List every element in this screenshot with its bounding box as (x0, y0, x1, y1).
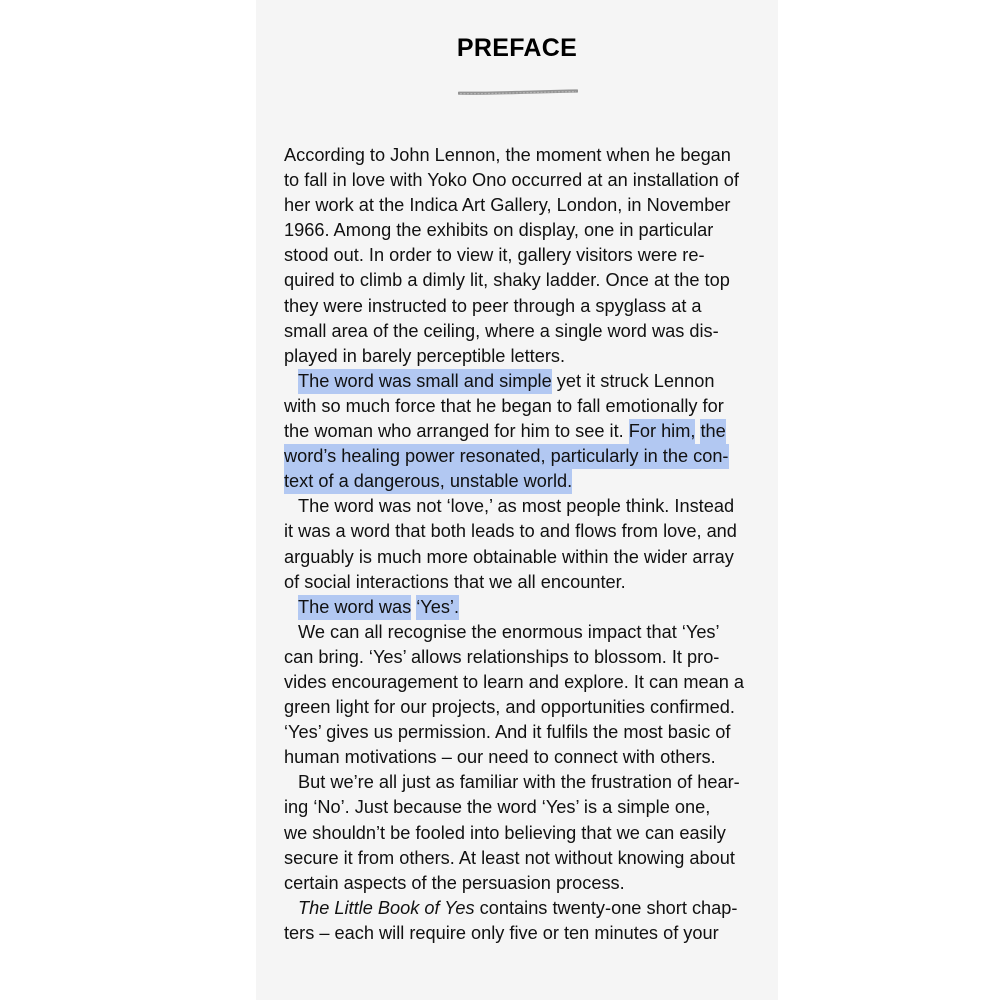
text-line: The word was not ‘love,’ as most people think. Instead (298, 496, 735, 517)
text-line: certain aspects of the persuasion process. (284, 872, 625, 893)
paragraph (284, 595, 756, 620)
text-line: small area of the ceiling, where a single word was dis- (284, 320, 719, 341)
text-line: her work at the Indica Art Gallery, London, in November (284, 195, 731, 216)
book-title-italic: The Little Book of Yes (298, 897, 475, 918)
chapter-title: PREFACE (456, 34, 578, 62)
highlight[interactable]: For him, (629, 419, 696, 444)
text-line: with so much force that he began to fall emotionally for (284, 395, 724, 416)
text-line: ‘Yes’ gives us permission. And it fulfils the most basic of (284, 722, 731, 743)
text-span: the woman who arranged for him to see it. (284, 421, 629, 442)
highlight[interactable]: word’s healing power resonated, particularly in the con- (284, 444, 729, 469)
text-line: According to John Lennon, the moment when he began (284, 145, 731, 165)
text-span: yet it struck Lennon (551, 370, 715, 391)
title-underline-stroke (458, 89, 578, 95)
text-line: to fall in love with Yoko Ono occurred at an installation of (284, 170, 739, 191)
text-line: we shouldn’t be fooled into believing that we can easily (284, 822, 726, 843)
text-line: ing ‘No’. Just because the word ‘Yes’ is a simple one, (284, 797, 711, 818)
text-line: vides encouragement to learn and explore. It can mean a (284, 671, 745, 692)
text-line: arguably is much more obtainable within the wider array (284, 546, 734, 567)
paragraph (284, 369, 756, 494)
text-line: quired to climb a dimly lit, shaky ladder. Once at the top (284, 270, 730, 291)
text-line: human motivations – our need to connect with others. (284, 747, 716, 768)
text-span: contains twenty-one short chap- (474, 897, 738, 918)
text-line (284, 369, 756, 394)
highlight[interactable]: text of a dangerous, unstable world. (284, 469, 572, 494)
text-line (284, 595, 756, 620)
highlight[interactable]: the (700, 419, 725, 444)
paragraph (284, 143, 756, 369)
text-line: ters – each will require only five or ten minutes of your (284, 922, 719, 943)
text-line (284, 419, 756, 444)
paragraph (284, 770, 756, 895)
text-line: of social interactions that we all encounter. (284, 571, 626, 592)
text-line (284, 896, 756, 921)
highlight[interactable]: The word was small and simple (298, 369, 552, 394)
text-line: played in barely perceptible letters. (284, 345, 566, 366)
paragraph (284, 620, 756, 771)
book-page (256, 0, 778, 1000)
preface-text (284, 143, 756, 946)
text-line: 1966. Among the exhibits on display, one in particular (284, 220, 714, 241)
text-line: We can all recognise the enormous impact that ‘Yes’ (298, 621, 720, 642)
paragraph (284, 896, 756, 946)
paragraph (284, 494, 756, 594)
highlight[interactable]: ‘Yes’. (416, 595, 459, 620)
text-line: green light for our projects, and opportunities confirmed. (284, 697, 735, 718)
text-line: it was a word that both leads to and flows from love, and (284, 521, 737, 542)
text-line: they were instructed to peer through a spyglass at a (284, 295, 702, 316)
text-line: secure it from others. At least not without knowing about (284, 847, 735, 868)
text-line (284, 469, 756, 494)
text-line: stood out. In order to view it, gallery visitors were re- (284, 245, 705, 266)
text-line: But we’re all just as familiar with the frustration of hear- (298, 772, 740, 793)
highlight[interactable]: The word was (298, 595, 411, 620)
text-line (284, 444, 756, 469)
text-line: can bring. ‘Yes’ allows relationships to blossom. It pro- (284, 646, 720, 667)
